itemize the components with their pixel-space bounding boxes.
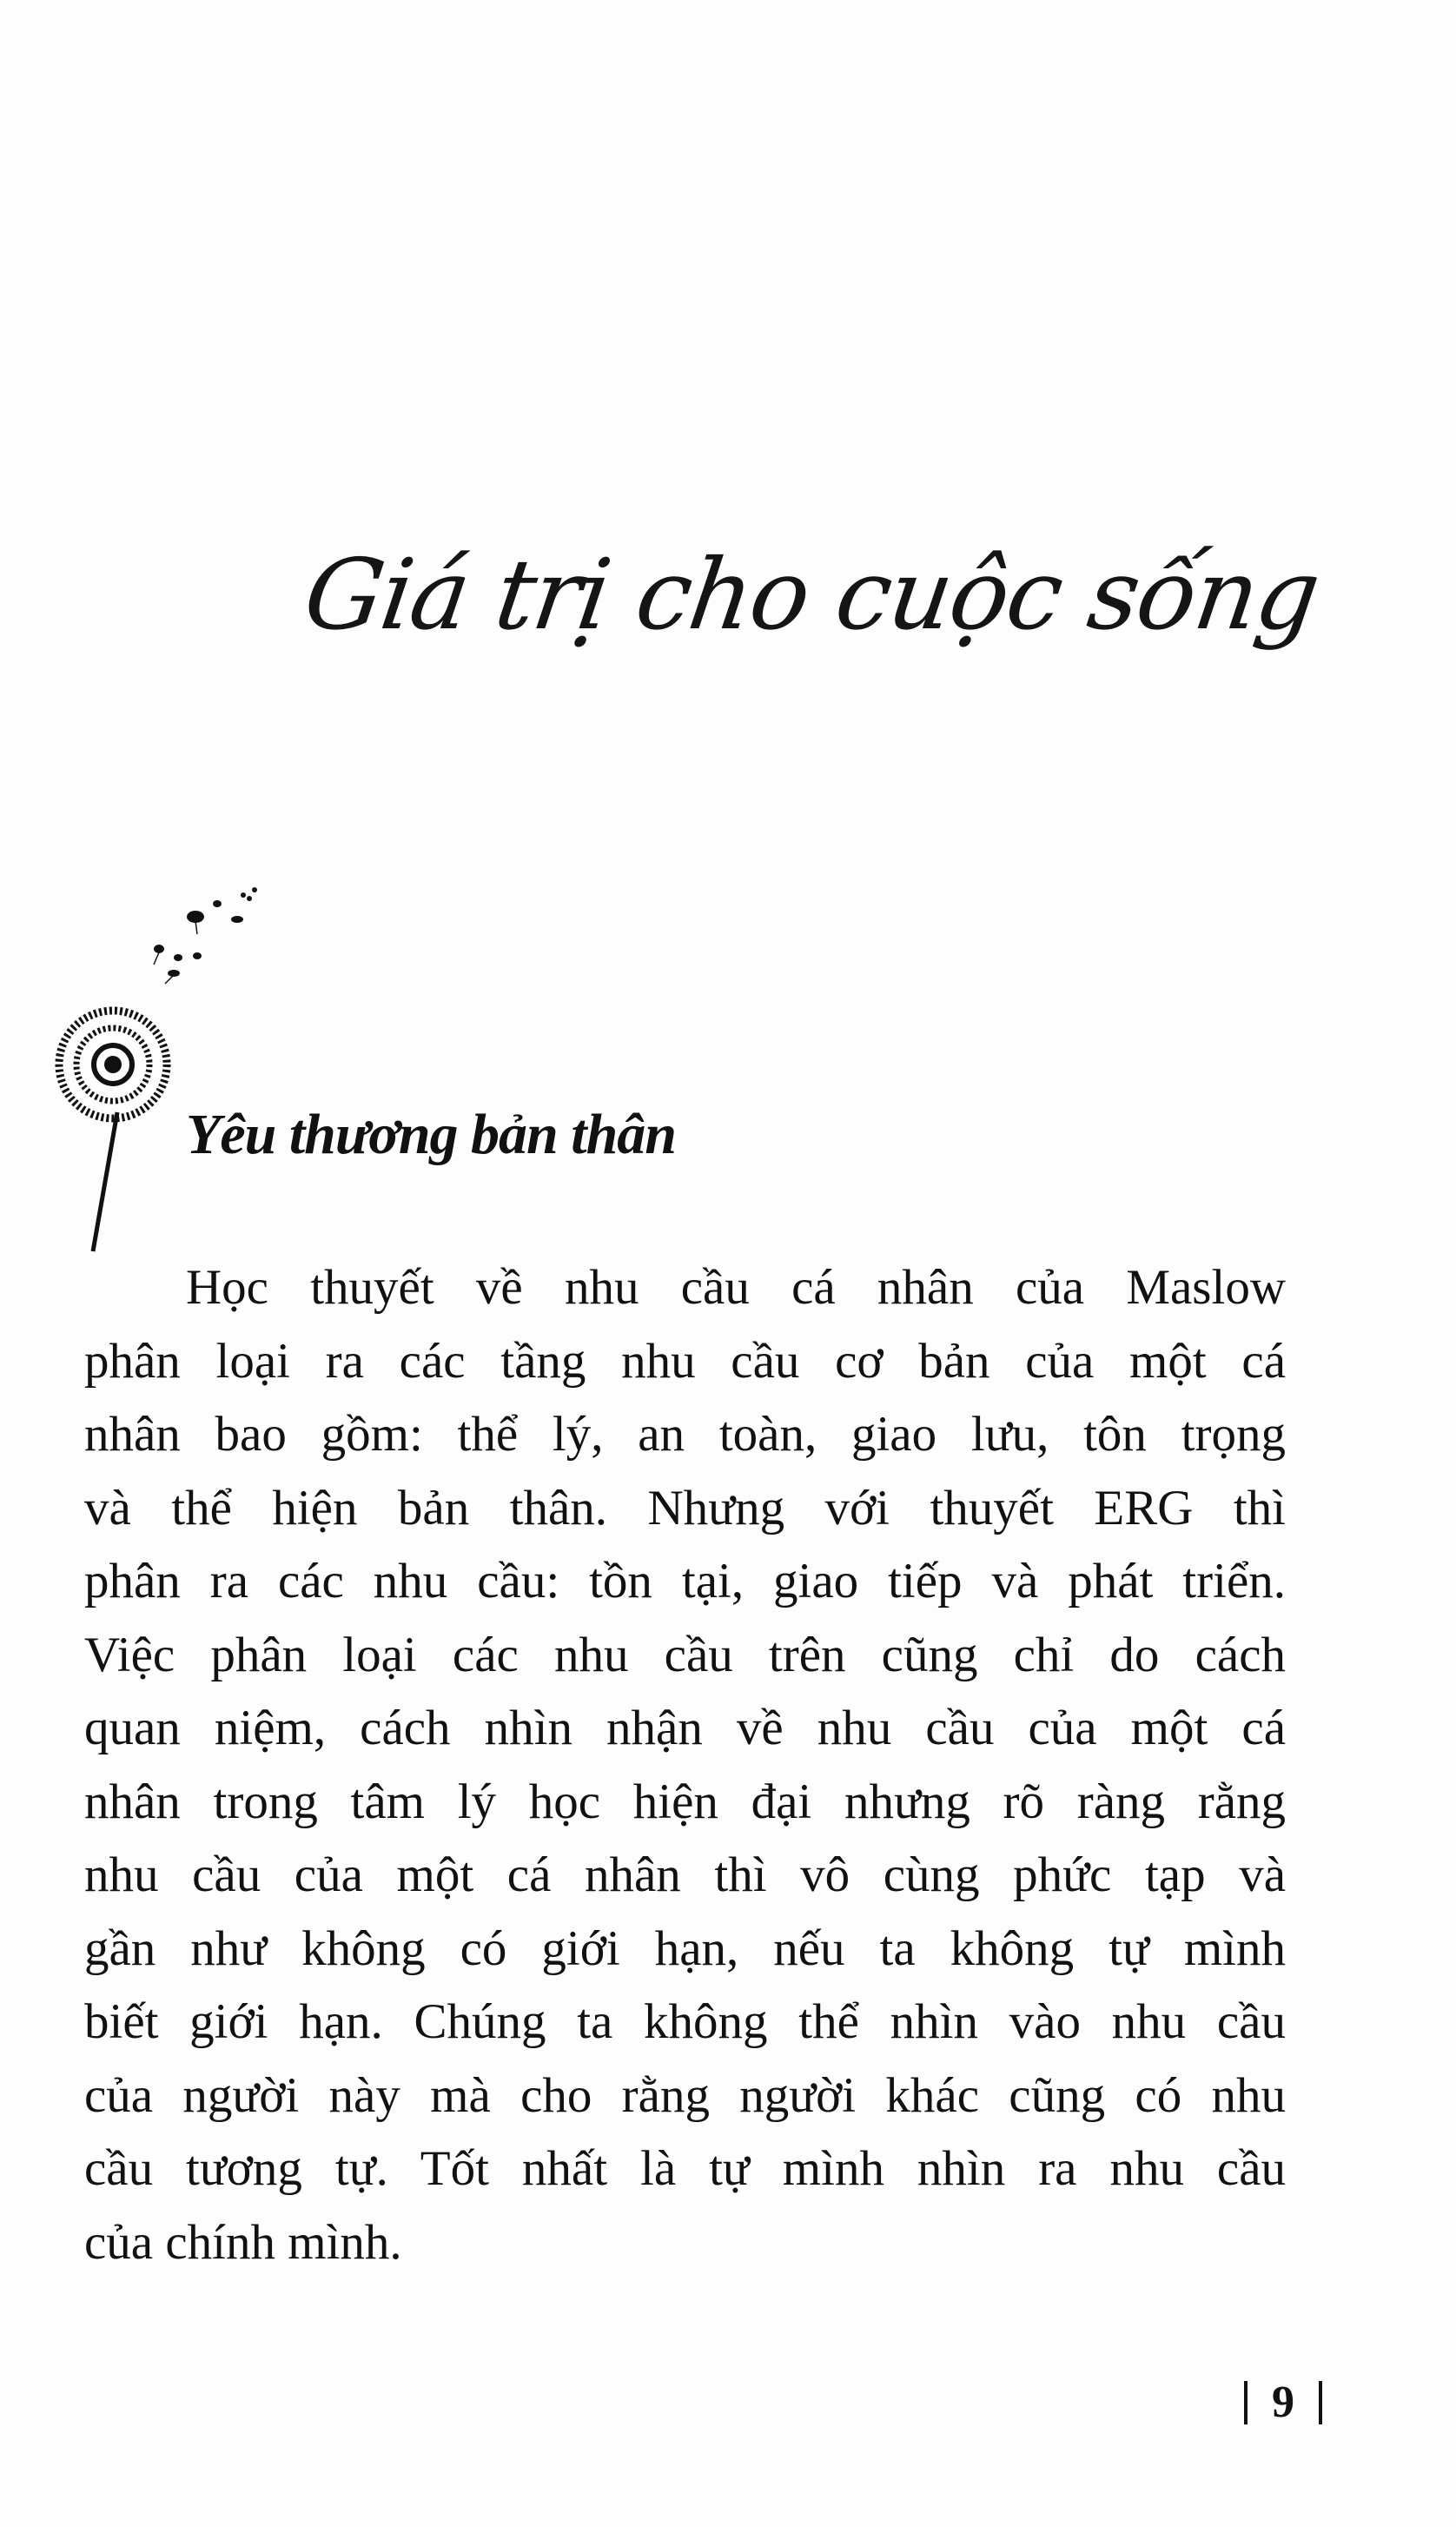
dandelion-illustration <box>48 878 378 1260</box>
paragraph-line: quan niệm, cách nhìn nhận về nhu cầu của một cá <box>84 1701 1286 1755</box>
page-number <box>1244 2377 1322 2428</box>
paragraph-line: nhu cầu của một cá nhân thì vô cùng phức tạp và <box>84 1847 1286 1902</box>
section-heading: Yêu thương bản thân <box>186 1103 676 1166</box>
paragraph-line: cầu tương tự. Tốt nhất là tự mình nhìn ra nhu cầu <box>84 2141 1286 2196</box>
paragraph-line: gần như không có giới hạn, nếu ta không tự mình <box>84 1920 1286 1976</box>
page-number-divider <box>1319 2381 1322 2424</box>
paragraph-line: Học thuyết về nhu cầu cá nhân của Maslow <box>186 1260 1286 1315</box>
page-number-divider <box>1244 2381 1248 2424</box>
page-number-value: 9 <box>1272 2378 1294 2427</box>
body-paragraph <box>84 1251 1286 2279</box>
paragraph-line: phân ra các nhu cầu: tồn tại, giao tiếp và phát triển. <box>84 1554 1286 1608</box>
paragraph-line: nhân trong tâm lý học hiện đại nhưng rõ ràng rằng <box>84 1774 1286 1829</box>
paragraph-line: nhân bao gồm: thể lý, an toàn, giao lưu, tôn trọng <box>84 1407 1286 1462</box>
paragraph-line: của chính mình. <box>84 2214 402 2270</box>
chapter-title: Giá trị cho cuộc sống <box>297 539 1326 652</box>
paragraph-line: biết giới hạn. Chúng ta không thể nhìn vào nhu cầu <box>84 1994 1286 2049</box>
paragraph-line: Việc phân loại các nhu cầu trên cũng chỉ do cách <box>84 1627 1286 1682</box>
paragraph-line: phân loại ra các tầng nhu cầu cơ bản của một cá <box>84 1333 1286 1389</box>
paragraph-line: của người này mà cho rằng người khác cũng có nhu <box>84 2067 1286 2123</box>
paragraph-line: và thể hiện bản thân. Nhưng với thuyết ERG thì <box>84 1480 1286 1535</box>
